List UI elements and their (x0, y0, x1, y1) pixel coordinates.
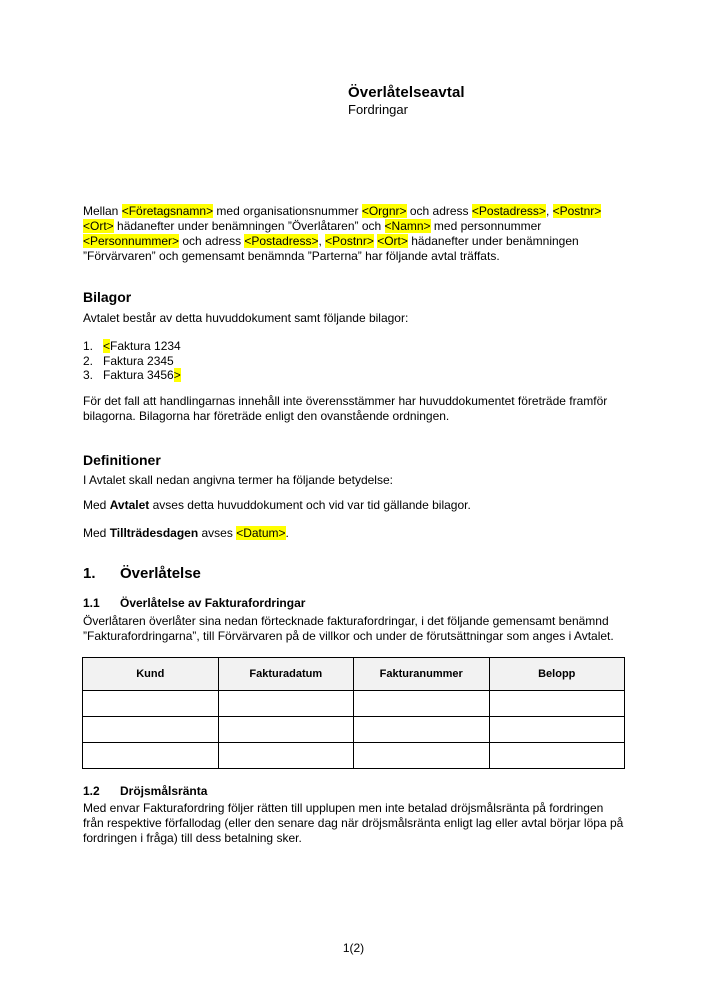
list-item-text (103, 368, 181, 382)
table-cell (489, 717, 625, 743)
bilagor-list (83, 339, 631, 383)
intro-paragraph (83, 204, 631, 264)
text-segment: hädanefter under benämningen ”Överlåtaren” och (113, 219, 385, 233)
page-number: 1(2) (342, 941, 365, 955)
list-item (83, 368, 631, 383)
text-segment: Överlåtaren överlåter sina nedan förtecknade fakturafordringar, i det följande gemensamt benämnd (83, 614, 609, 628)
list-item-number: 2. (83, 353, 94, 368)
placeholder-highlight: <Postadress> (471, 204, 546, 218)
text-segment: avses detta huvuddokument och vid var tid gällande bilagor. (149, 498, 471, 512)
list-item-number: 1. (83, 339, 94, 353)
text-segment: och adress (179, 234, 245, 248)
text-segment: avses (198, 526, 237, 540)
section-number: 1. (83, 565, 96, 582)
table-cell (354, 743, 490, 769)
invoice-table (82, 657, 625, 769)
list-item (83, 339, 631, 354)
definition-tilltradesdagen (83, 526, 631, 541)
section-number: 1.1 (83, 596, 100, 610)
text-segment: Mellan (83, 204, 122, 218)
placeholder-highlight: <Datum> (236, 526, 286, 540)
placeholder-highlight: <Ort> (377, 234, 408, 248)
list-item-text (103, 354, 174, 368)
title-block (348, 83, 648, 118)
text-segment: med personnummer (430, 219, 542, 233)
table-cell (354, 691, 490, 717)
placeholder-highlight: <Postadress> (244, 234, 319, 248)
bilagor-heading: Bilagor (83, 289, 132, 305)
document-subtitle: Fordringar (348, 102, 408, 117)
placeholder-highlight: > (173, 368, 181, 383)
section-title: Överlåtelse (120, 565, 201, 582)
table-cell (489, 743, 625, 769)
list-item (83, 354, 631, 369)
section-1-2-paragraph (83, 801, 631, 846)
section-title: Dröjsmålsränta (120, 784, 208, 798)
placeholder-highlight: < (103, 339, 111, 353)
table-header-row (83, 658, 625, 691)
text-segment: För det fall att handlingarnas innehåll inte överensstämmer har huvuddokumentet företräde framför (83, 394, 608, 408)
text-segment: . (285, 526, 289, 540)
column-header-belopp: Belopp (489, 658, 625, 691)
placeholder-highlight: <Postnr> (552, 204, 602, 218)
placeholder-highlight: <Företagsnamn> (121, 204, 214, 218)
text-segment: och adress (406, 204, 472, 218)
text-segment: hädanefter under benämningen (407, 234, 579, 248)
text-segment: , (318, 234, 326, 248)
list-item-text (103, 339, 181, 353)
text-segment: Med (83, 498, 110, 512)
definitioner-heading: Definitioner (83, 452, 161, 468)
text-segment: Med envar Fakturafordring följer rätten till upplupen men inte betalad dröjsmålsränta på fordringen (83, 801, 604, 815)
precedence-paragraph (83, 394, 631, 424)
column-header-fakturanummer: Fakturanummer (354, 658, 490, 691)
section-number: 1.2 (83, 784, 100, 798)
text-segment: ”Fakturafordringarna”, till Förvärvaren på de villkor och under de förutsättningar som anges i Avtalet. (83, 629, 614, 643)
text-segment: , (545, 204, 553, 218)
text-segment: Avtalet (109, 498, 150, 512)
section-title: Överlåtelse av Fakturafordringar (120, 596, 306, 610)
text-segment: Med (83, 526, 110, 540)
placeholder-highlight: <Personnummer> (83, 234, 180, 248)
table-cell (218, 743, 354, 769)
table-cell (489, 691, 625, 717)
placeholder-highlight: <Orgnr> (361, 204, 407, 218)
section-1-1-paragraph (83, 614, 631, 644)
section-1-1-heading (83, 596, 631, 611)
section-1-heading (83, 565, 631, 583)
table-row (83, 717, 625, 743)
text-segment: Faktura 1234 (110, 339, 181, 353)
definition-avtalet (83, 498, 631, 513)
table-cell (83, 691, 219, 717)
text-segment: ”Förvärvaren” och gemensamt benämnda ”Parterna” har följande avtal träffats. (83, 249, 500, 263)
table-cell (83, 743, 219, 769)
placeholder-highlight: <Postnr> (325, 234, 374, 248)
column-header-fakturadatum: Fakturadatum (218, 658, 354, 691)
table-cell (218, 717, 354, 743)
table-cell (354, 717, 490, 743)
text-segment: Faktura 3456 (103, 368, 174, 383)
definitioner-intro: I Avtalet skall nedan angivna termer ha följande betydelse: (83, 473, 393, 487)
text-segment: fordringen i fråga) till dess betalning sker. (83, 831, 302, 845)
placeholder-highlight: <Namn> (384, 219, 431, 233)
table-row (83, 691, 625, 717)
document-title: Överlåtelseavtal (348, 84, 465, 101)
column-header-kund: Kund (83, 658, 219, 691)
placeholder-highlight: <Ort> (83, 219, 114, 233)
table-cell (218, 691, 354, 717)
bilagor-intro: Avtalet består av detta huvuddokument samt följande bilagor: (83, 311, 409, 325)
section-1-2-heading (83, 784, 631, 799)
text-segment: Tillträdesdagen (109, 526, 199, 540)
text-segment: med organisationsnummer (213, 204, 362, 218)
invoice-table-body (83, 691, 625, 769)
list-item-number: 3. (83, 368, 94, 383)
table-cell (83, 717, 219, 743)
table-row (83, 743, 625, 769)
text-segment: bilagorna. Bilagorna har företräde enligt den ovanstående ordningen. (83, 409, 450, 423)
invoice-table-head (83, 658, 625, 691)
text-segment: Faktura 2345 (103, 353, 174, 368)
text-segment: från respektive förfallodag (eller den senare dag när dröjsmålsränta enligt lag eller avtal börjar löpa på (83, 816, 624, 830)
